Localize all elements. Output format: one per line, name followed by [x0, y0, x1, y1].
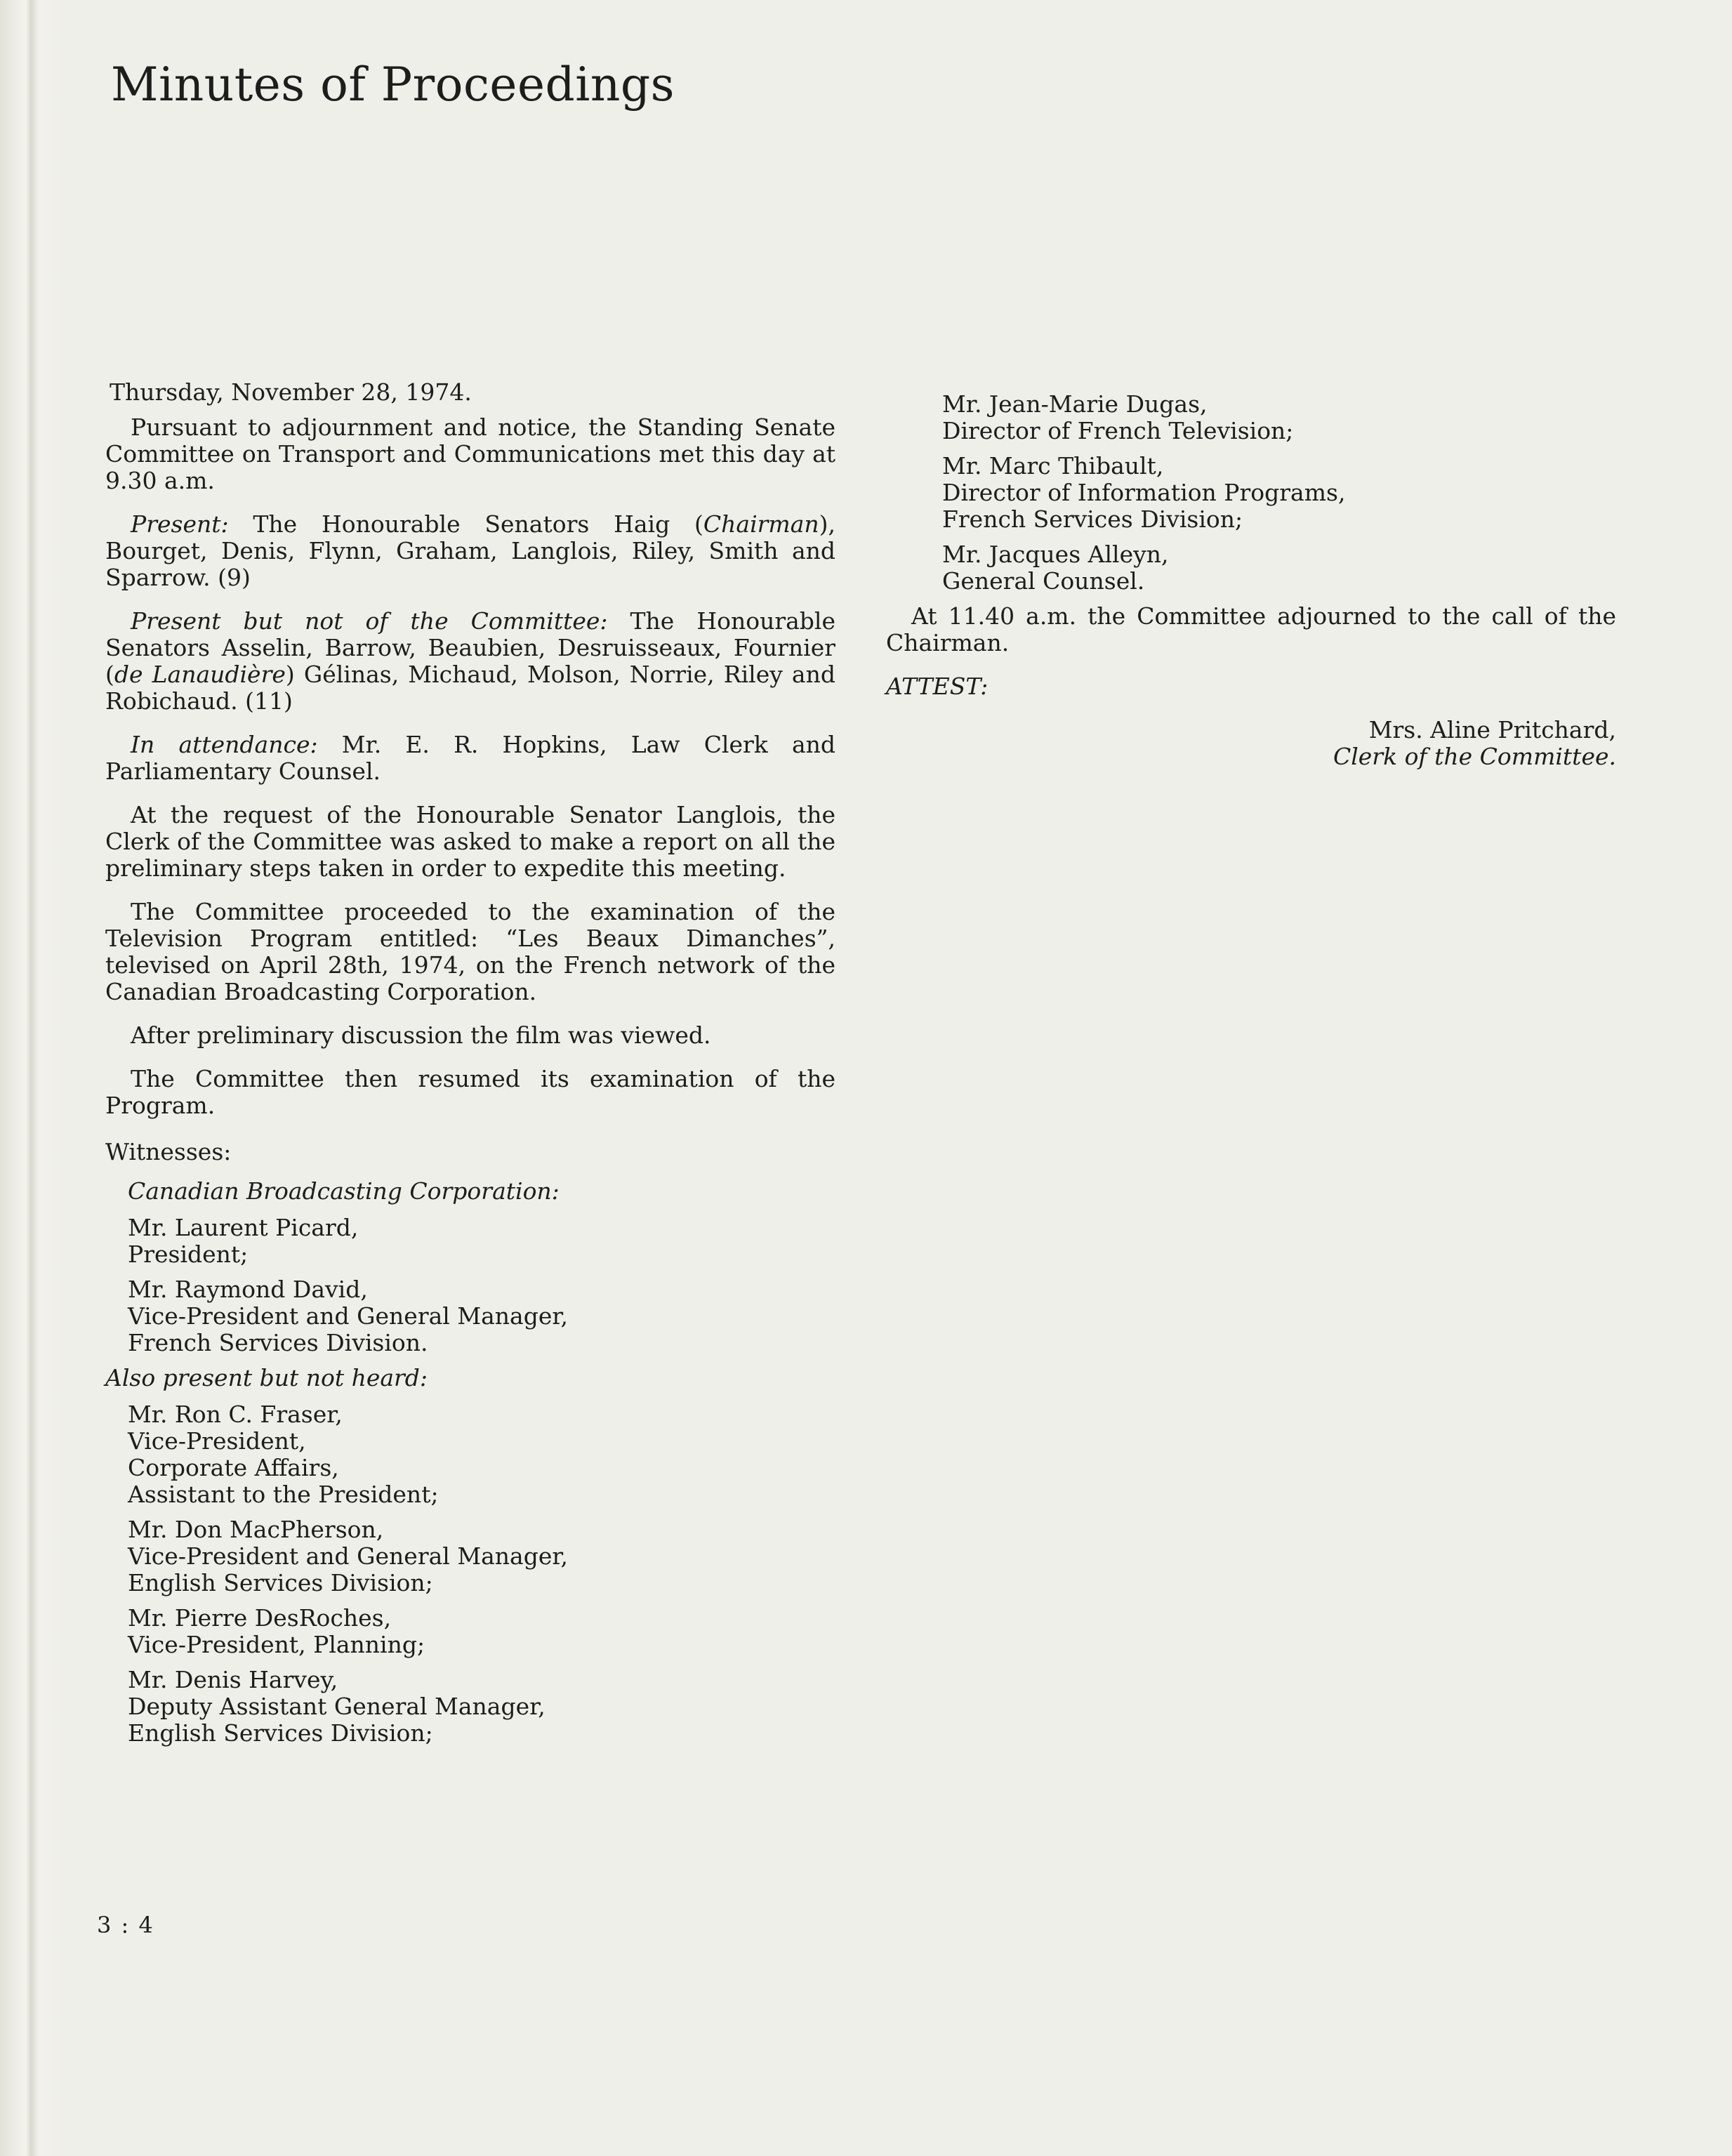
- present-not-text-a: The Honourable Senators Asselin, Barrow, Beaubien, Desruisseaux, Fournier (: [105, 607, 835, 688]
- witness-line: Vice-President and General Manager,: [128, 1302, 569, 1330]
- right-list-line: Director of French Television;: [942, 417, 1294, 444]
- right-list-line: Mr. Marc Thibault,: [942, 452, 1164, 480]
- also-present-entry: [105, 1516, 835, 1596]
- right-list-line: Mr. Jean-Marie Dugas,: [942, 390, 1208, 418]
- also-line: Deputy Assistant General Manager,: [128, 1693, 546, 1720]
- present-label: Present:: [131, 510, 229, 538]
- signature-title: Clerk of the Committee.: [1333, 743, 1616, 770]
- also-line: Mr. Denis Harvey,: [128, 1666, 338, 1693]
- also-line: Assistant to the President;: [128, 1481, 439, 1508]
- cbc-heading: Canadian Broadcasting Corporation:: [128, 1177, 560, 1205]
- witness-line: President;: [128, 1241, 249, 1268]
- attendance-label: In attendance:: [131, 731, 318, 758]
- right-list-line: General Counsel.: [942, 567, 1145, 595]
- right-list-line: Mr. Jacques Alleyn,: [942, 541, 1169, 568]
- right-list-line: Director of Information Programs,: [942, 479, 1346, 506]
- page-binding-edge: [0, 0, 65, 2156]
- paragraph-adjourned: At 11.40 a.m. the Committee adjourned to the call of the Chairman.: [886, 602, 1616, 656]
- also-line: Vice-President,: [128, 1427, 306, 1455]
- witness-entry: [105, 1215, 835, 1268]
- also-present-entry: [105, 1667, 835, 1747]
- present-text-b: ), Bourget, Denis, Flynn, Graham, Langlois, Riley, Smith and Sparrow. (9): [105, 510, 835, 591]
- also-line: English Services Division;: [128, 1569, 433, 1596]
- attendance-text: Mr. E. R. Hopkins, Law Clerk and Parliamentary Counsel.: [105, 731, 835, 785]
- signature-name: Mrs. Aline Pritchard,: [1368, 716, 1616, 743]
- present-text-a: The Honourable Senators Haig (: [228, 510, 703, 538]
- witness-line: French Services Division.: [128, 1329, 428, 1356]
- paragraph-attendance: [105, 732, 835, 785]
- right-list-entry: [886, 391, 1616, 444]
- paragraph-adjournment: Pursuant to adjournment and notice, the Standing Senate Committee on Transport and Communications met this day at 9.30 a.m.: [105, 414, 835, 494]
- lanaudiere-text: de Lanaudière: [114, 661, 286, 688]
- also-present-heading: Also present but not heard:: [105, 1364, 428, 1391]
- attest-label: ATTEST:: [886, 673, 989, 700]
- paragraph-examination: The Committee proceeded to the examination of the Television Program entitled: “Les Beaux Dimanches”, televised on April 28th, 1974, on the French network of the Canadian Broadcasting Corporation.: [105, 898, 835, 1005]
- paragraph-request: At the request of the Honourable Senator Langlois, the Clerk of the Committee was asked to make a report on all the preliminary steps taken in order to expedite this meeting.: [105, 801, 835, 882]
- witnesses-heading: Witnesses:: [105, 1138, 232, 1165]
- right-list-entry: [886, 453, 1616, 533]
- paragraph-present-not-of-committee: [105, 608, 835, 715]
- also-line: Vice-President, Planning;: [128, 1631, 425, 1658]
- page-number: 3 : 4: [97, 1912, 154, 1938]
- paragraph-film-viewed: After preliminary discussion the film was viewed.: [131, 1021, 711, 1049]
- also-line: Mr. Pierre DesRoches,: [128, 1604, 392, 1632]
- chairman-label: Chairman: [703, 510, 819, 538]
- also-line: Corporate Affairs,: [128, 1454, 339, 1481]
- also-line: Vice-President and General Manager,: [128, 1542, 569, 1570]
- also-line: Mr. Don MacPherson,: [128, 1516, 384, 1543]
- right-column: [886, 391, 1616, 770]
- meeting-date: Thursday, November 28, 1974.: [110, 378, 472, 406]
- right-list-line: French Services Division;: [942, 505, 1243, 533]
- paragraph-resumed: The Committee then resumed its examination of the Program.: [105, 1065, 835, 1119]
- also-line: Mr. Ron C. Fraser,: [128, 1401, 343, 1428]
- also-present-entry: [105, 1605, 835, 1658]
- witness-line: Mr. Raymond David,: [128, 1276, 368, 1303]
- present-not-label: Present but not of the Committee:: [131, 607, 608, 635]
- witness-entry: [105, 1276, 835, 1356]
- witness-line: Mr. Laurent Picard,: [128, 1214, 359, 1241]
- also-present-entry: [105, 1401, 835, 1508]
- present-not-text-b: ) Gélinas, Michaud, Molson, Norrie, Riley and Robichaud. (11): [105, 661, 835, 715]
- page-title: Minutes of Proceedings: [111, 58, 675, 112]
- right-list-entry: [886, 541, 1616, 595]
- paragraph-present: [105, 511, 835, 591]
- also-line: English Services Division;: [128, 1719, 433, 1747]
- left-column: [105, 379, 835, 1755]
